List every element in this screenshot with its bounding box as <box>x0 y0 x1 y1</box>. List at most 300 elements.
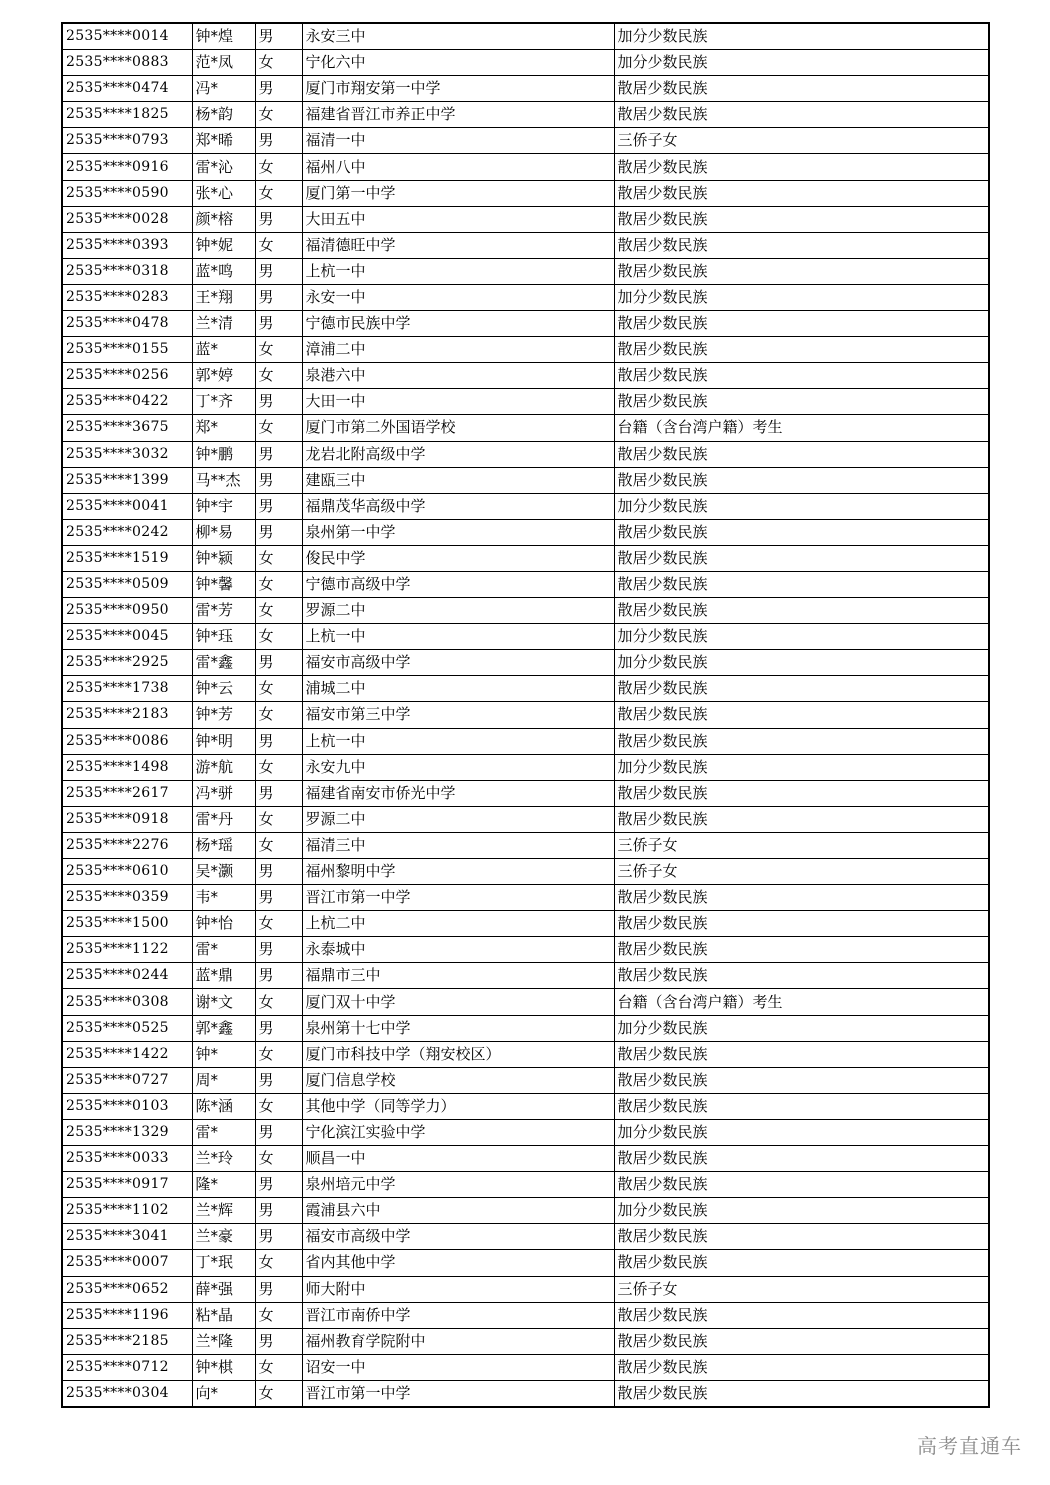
candidate-school-cell: 福清三中 <box>302 832 614 858</box>
table-row <box>62 1119 989 1145</box>
candidate-gender-cell: 男 <box>255 780 302 806</box>
candidate-gender-cell: 女 <box>255 1041 302 1067</box>
candidate-name-cell: 雷*沁 <box>192 154 255 180</box>
table-row <box>62 676 989 702</box>
candidate-id-cell: 2535****0242 <box>62 519 192 545</box>
candidate-name-cell: 钟*鹏 <box>192 441 255 467</box>
candidate-name-cell: 郑* <box>192 415 255 441</box>
candidate-school-cell: 上杭一中 <box>302 258 614 284</box>
candidate-gender-cell: 女 <box>255 154 302 180</box>
candidate-category-cell: 散居少数民族 <box>614 1224 989 1250</box>
candidate-name-cell: 谢*文 <box>192 989 255 1015</box>
candidate-name-cell: 蓝*鼎 <box>192 963 255 989</box>
candidate-gender-cell: 男 <box>255 963 302 989</box>
candidate-id-cell: 2535****0283 <box>62 284 192 310</box>
candidate-school-cell: 罗源二中 <box>302 806 614 832</box>
candidate-gender-cell: 女 <box>255 806 302 832</box>
table-row <box>62 1146 989 1172</box>
candidate-category-cell: 三侨子女 <box>614 859 989 885</box>
candidate-school-cell: 宁德市民族中学 <box>302 311 614 337</box>
candidate-gender-cell: 女 <box>255 1093 302 1119</box>
table-row <box>62 911 989 937</box>
candidate-id-cell: 2535****0256 <box>62 363 192 389</box>
table-row <box>62 1276 989 1302</box>
candidate-gender-cell: 女 <box>255 1380 302 1407</box>
candidate-id-cell: 2535****3041 <box>62 1224 192 1250</box>
candidate-school-cell: 大田一中 <box>302 389 614 415</box>
candidate-school-cell: 师大附中 <box>302 1276 614 1302</box>
candidate-name-cell: 王*翔 <box>192 284 255 310</box>
candidate-school-cell: 永安九中 <box>302 754 614 780</box>
candidate-id-cell: 2535****0525 <box>62 1015 192 1041</box>
table-row <box>62 311 989 337</box>
table-row <box>62 1328 989 1354</box>
candidate-school-cell: 上杭一中 <box>302 624 614 650</box>
candidate-category-cell: 散居少数民族 <box>614 937 989 963</box>
candidate-category-cell: 散居少数民族 <box>614 1067 989 1093</box>
candidate-school-cell: 厦门双十中学 <box>302 989 614 1015</box>
candidate-school-cell: 宁化滨江实验中学 <box>302 1119 614 1145</box>
candidate-name-cell: 游*航 <box>192 754 255 780</box>
table-row <box>62 780 989 806</box>
candidate-gender-cell: 男 <box>255 258 302 284</box>
table-row <box>62 467 989 493</box>
candidate-name-cell: 钟*棋 <box>192 1354 255 1380</box>
candidate-id-cell: 2535****0014 <box>62 23 192 50</box>
candidate-gender-cell: 女 <box>255 989 302 1015</box>
candidate-gender-cell: 女 <box>255 624 302 650</box>
candidate-id-cell: 2535****0712 <box>62 1354 192 1380</box>
table-row <box>62 754 989 780</box>
candidate-category-cell: 散居少数民族 <box>614 598 989 624</box>
candidate-id-cell: 2535****0652 <box>62 1276 192 1302</box>
candidate-id-cell: 2535****1500 <box>62 911 192 937</box>
candidate-category-cell: 散居少数民族 <box>614 1380 989 1407</box>
candidate-school-cell: 浦城二中 <box>302 676 614 702</box>
candidate-school-cell: 福建省南安市侨光中学 <box>302 780 614 806</box>
candidate-category-cell: 散居少数民族 <box>614 337 989 363</box>
candidate-category-cell: 三侨子女 <box>614 832 989 858</box>
candidate-school-cell: 晋江市第一中学 <box>302 885 614 911</box>
candidate-name-cell: 杨*瑶 <box>192 832 255 858</box>
table-row <box>62 1250 989 1276</box>
table-row <box>62 624 989 650</box>
candidate-school-cell: 漳浦二中 <box>302 337 614 363</box>
candidate-name-cell: 郭*鑫 <box>192 1015 255 1041</box>
candidate-school-cell: 顺昌一中 <box>302 1146 614 1172</box>
candidate-id-cell: 2535****0509 <box>62 571 192 597</box>
candidate-category-cell: 散居少数民族 <box>614 519 989 545</box>
candidate-id-cell: 2535****1329 <box>62 1119 192 1145</box>
candidate-gender-cell: 女 <box>255 415 302 441</box>
candidate-category-cell: 散居少数民族 <box>614 545 989 571</box>
candidate-id-cell: 2535****2617 <box>62 780 192 806</box>
candidate-gender-cell: 男 <box>255 23 302 50</box>
candidate-gender-cell: 男 <box>255 389 302 415</box>
candidate-school-cell: 永泰城中 <box>302 937 614 963</box>
candidate-id-cell: 2535****0474 <box>62 76 192 102</box>
candidate-school-cell: 福安市第三中学 <box>302 702 614 728</box>
candidate-gender-cell: 男 <box>255 311 302 337</box>
candidate-gender-cell: 男 <box>255 1276 302 1302</box>
table-row <box>62 1380 989 1407</box>
candidate-name-cell: 隆* <box>192 1172 255 1198</box>
candidate-name-cell: 丁*齐 <box>192 389 255 415</box>
table-row <box>62 23 989 50</box>
candidate-name-cell: 范*凤 <box>192 50 255 76</box>
table-row <box>62 1302 989 1328</box>
candidate-name-cell: 雷*丹 <box>192 806 255 832</box>
candidate-gender-cell: 男 <box>255 1119 302 1145</box>
candidate-name-cell: 钟*怡 <box>192 911 255 937</box>
candidate-school-cell: 福清德旺中学 <box>302 232 614 258</box>
candidate-category-cell: 加分少数民族 <box>614 754 989 780</box>
candidate-name-cell: 钟*云 <box>192 676 255 702</box>
candidate-gender-cell: 女 <box>255 180 302 206</box>
candidate-school-cell: 福安市高级中学 <box>302 650 614 676</box>
candidate-gender-cell: 女 <box>255 754 302 780</box>
candidate-gender-cell: 女 <box>255 1250 302 1276</box>
candidate-gender-cell: 男 <box>255 1015 302 1041</box>
candidate-name-cell: 杨*韵 <box>192 102 255 128</box>
candidate-name-cell: 钟*煌 <box>192 23 255 50</box>
candidate-id-cell: 2535****0478 <box>62 311 192 337</box>
candidate-school-cell: 厦门第一中学 <box>302 180 614 206</box>
candidate-gender-cell: 女 <box>255 832 302 858</box>
candidate-gender-cell: 男 <box>255 650 302 676</box>
candidate-gender-cell: 女 <box>255 702 302 728</box>
candidate-id-cell: 2535****0308 <box>62 989 192 1015</box>
candidate-name-cell: 陈*涵 <box>192 1093 255 1119</box>
candidate-gender-cell: 男 <box>255 937 302 963</box>
candidate-name-cell: 兰*隆 <box>192 1328 255 1354</box>
table-row <box>62 1224 989 1250</box>
candidate-gender-cell: 男 <box>255 128 302 154</box>
candidate-school-cell: 晋江市南侨中学 <box>302 1302 614 1328</box>
candidate-name-cell: 冯* <box>192 76 255 102</box>
candidate-category-cell: 散居少数民族 <box>614 963 989 989</box>
candidate-gender-cell: 男 <box>255 519 302 545</box>
candidate-id-cell: 2535****0393 <box>62 232 192 258</box>
candidate-name-cell: 韦* <box>192 885 255 911</box>
candidate-gender-cell: 女 <box>255 676 302 702</box>
candidate-category-cell: 三侨子女 <box>614 128 989 154</box>
table-row <box>62 180 989 206</box>
candidate-name-cell: 丁*珉 <box>192 1250 255 1276</box>
candidate-category-cell: 散居少数民族 <box>614 311 989 337</box>
watermark: 高考直通车 <box>917 1434 1022 1458</box>
candidate-category-cell: 散居少数民族 <box>614 1302 989 1328</box>
candidate-category-cell: 散居少数民族 <box>614 780 989 806</box>
table-row <box>62 1067 989 1093</box>
candidate-gender-cell: 女 <box>255 1146 302 1172</box>
candidate-gender-cell: 男 <box>255 1224 302 1250</box>
candidate-category-cell: 加分少数民族 <box>614 1198 989 1224</box>
candidate-name-cell: 张*心 <box>192 180 255 206</box>
candidate-name-cell: 兰*豪 <box>192 1224 255 1250</box>
candidate-category-cell: 散居少数民族 <box>614 1172 989 1198</box>
candidate-category-cell: 加分少数民族 <box>614 284 989 310</box>
candidate-gender-cell: 男 <box>255 206 302 232</box>
table-row <box>62 859 989 885</box>
candidate-name-cell: 蓝*鸣 <box>192 258 255 284</box>
candidate-school-cell: 永安三中 <box>302 23 614 50</box>
candidate-name-cell: 钟*芳 <box>192 702 255 728</box>
candidate-id-cell: 2535****0045 <box>62 624 192 650</box>
candidate-id-cell: 2535****1825 <box>62 102 192 128</box>
candidate-id-cell: 2535****0155 <box>62 337 192 363</box>
candidate-school-cell: 大田五中 <box>302 206 614 232</box>
table-row <box>62 363 989 389</box>
candidate-gender-cell: 女 <box>255 363 302 389</box>
candidate-id-cell: 2535****3032 <box>62 441 192 467</box>
candidate-name-cell: 兰*玲 <box>192 1146 255 1172</box>
candidate-gender-cell: 女 <box>255 102 302 128</box>
candidate-gender-cell: 男 <box>255 284 302 310</box>
table-row <box>62 545 989 571</box>
candidate-category-cell: 加分少数民族 <box>614 1119 989 1145</box>
table-row <box>62 937 989 963</box>
candidate-gender-cell: 女 <box>255 598 302 624</box>
candidate-school-cell: 福安市高级中学 <box>302 1224 614 1250</box>
candidate-gender-cell: 男 <box>255 76 302 102</box>
candidate-gender-cell: 女 <box>255 337 302 363</box>
candidate-school-cell: 厦门市第二外国语学校 <box>302 415 614 441</box>
table-row <box>62 154 989 180</box>
candidate-name-cell: 钟*宇 <box>192 493 255 519</box>
candidate-school-cell: 宁化六中 <box>302 50 614 76</box>
candidate-name-cell: 蓝* <box>192 337 255 363</box>
candidate-category-cell: 散居少数民族 <box>614 1250 989 1276</box>
candidate-school-cell: 厦门信息学校 <box>302 1067 614 1093</box>
candidate-id-cell: 2535****0359 <box>62 885 192 911</box>
candidate-id-cell: 2535****0033 <box>62 1146 192 1172</box>
candidate-category-cell: 散居少数民族 <box>614 911 989 937</box>
candidate-id-cell: 2535****0950 <box>62 598 192 624</box>
candidate-name-cell: 吴*灏 <box>192 859 255 885</box>
candidate-gender-cell: 男 <box>255 1172 302 1198</box>
candidate-gender-cell: 男 <box>255 1328 302 1354</box>
candidate-school-cell: 永安一中 <box>302 284 614 310</box>
candidate-name-cell: 周* <box>192 1067 255 1093</box>
candidate-category-cell: 加分少数民族 <box>614 23 989 50</box>
candidate-category-cell: 散居少数民族 <box>614 363 989 389</box>
candidate-id-cell: 2535****0918 <box>62 806 192 832</box>
candidate-school-cell: 晋江市第一中学 <box>302 1380 614 1407</box>
candidate-category-cell: 散居少数民族 <box>614 389 989 415</box>
candidate-name-cell: 向* <box>192 1380 255 1407</box>
table-row <box>62 441 989 467</box>
table-row <box>62 102 989 128</box>
candidate-gender-cell: 男 <box>255 467 302 493</box>
candidate-name-cell: 雷* <box>192 1119 255 1145</box>
candidate-id-cell: 2535****1498 <box>62 754 192 780</box>
candidate-id-cell: 2535****2276 <box>62 832 192 858</box>
candidate-gender-cell: 男 <box>255 859 302 885</box>
table-row <box>62 1093 989 1119</box>
candidate-id-cell: 2535****0007 <box>62 1250 192 1276</box>
candidate-name-cell: 粘*晶 <box>192 1302 255 1328</box>
candidate-gender-cell: 女 <box>255 1354 302 1380</box>
candidate-school-cell: 霞浦县六中 <box>302 1198 614 1224</box>
candidate-id-cell: 2535****0028 <box>62 206 192 232</box>
candidate-category-cell: 散居少数民族 <box>614 1354 989 1380</box>
table-row <box>62 728 989 754</box>
table-row <box>62 415 989 441</box>
candidate-school-cell: 罗源二中 <box>302 598 614 624</box>
candidate-category-cell: 散居少数民族 <box>614 206 989 232</box>
table-row <box>62 1172 989 1198</box>
table-row <box>62 50 989 76</box>
table-row <box>62 885 989 911</box>
candidate-id-cell: 2535****0727 <box>62 1067 192 1093</box>
table-row <box>62 389 989 415</box>
candidate-gender-cell: 男 <box>255 885 302 911</box>
candidate-school-cell: 省内其他中学 <box>302 1250 614 1276</box>
candidate-school-cell: 龙岩北附高级中学 <box>302 441 614 467</box>
candidate-id-cell: 2535****0041 <box>62 493 192 519</box>
candidate-category-cell: 散居少数民族 <box>614 467 989 493</box>
candidate-school-cell: 福鼎茂华高级中学 <box>302 493 614 519</box>
candidate-gender-cell: 女 <box>255 1302 302 1328</box>
table-row <box>62 206 989 232</box>
table-row <box>62 989 989 1015</box>
table-row <box>62 76 989 102</box>
candidate-gender-cell: 女 <box>255 545 302 571</box>
candidate-id-cell: 2535****0610 <box>62 859 192 885</box>
candidate-id-cell: 2535****1122 <box>62 937 192 963</box>
candidate-school-cell: 福州教育学院附中 <box>302 1328 614 1354</box>
candidate-gender-cell: 男 <box>255 728 302 754</box>
candidate-id-cell: 2535****0883 <box>62 50 192 76</box>
candidate-id-cell: 2535****0086 <box>62 728 192 754</box>
candidate-school-cell: 泉州培元中学 <box>302 1172 614 1198</box>
candidate-id-cell: 2535****2925 <box>62 650 192 676</box>
candidate-category-cell: 散居少数民族 <box>614 441 989 467</box>
table-row <box>62 1041 989 1067</box>
candidate-category-cell: 加分少数民族 <box>614 624 989 650</box>
candidate-category-cell: 散居少数民族 <box>614 885 989 911</box>
candidate-name-cell: 钟*妮 <box>192 232 255 258</box>
candidate-gender-cell: 男 <box>255 441 302 467</box>
candidate-gender-cell: 男 <box>255 1198 302 1224</box>
candidate-gender-cell: 女 <box>255 571 302 597</box>
candidate-category-cell: 散居少数民族 <box>614 1093 989 1119</box>
candidate-category-cell: 散居少数民族 <box>614 232 989 258</box>
candidate-school-cell: 上杭二中 <box>302 911 614 937</box>
candidate-school-cell: 泉港六中 <box>302 363 614 389</box>
candidate-name-cell: 薛*强 <box>192 1276 255 1302</box>
candidate-name-cell: 钟*颍 <box>192 545 255 571</box>
table-row <box>62 963 989 989</box>
candidate-school-cell: 福州黎明中学 <box>302 859 614 885</box>
candidate-name-cell: 雷* <box>192 937 255 963</box>
table-row <box>62 650 989 676</box>
candidate-category-cell: 散居少数民族 <box>614 154 989 180</box>
candidate-id-cell: 2535****0422 <box>62 389 192 415</box>
candidate-gender-cell: 女 <box>255 50 302 76</box>
candidate-category-cell: 散居少数民族 <box>614 1146 989 1172</box>
candidate-school-cell: 宁德市高级中学 <box>302 571 614 597</box>
table-row <box>62 571 989 597</box>
table-row <box>62 806 989 832</box>
table-row <box>62 519 989 545</box>
candidate-category-cell: 散居少数民族 <box>614 676 989 702</box>
candidate-id-cell: 2535****1196 <box>62 1302 192 1328</box>
candidate-gender-cell: 女 <box>255 911 302 937</box>
candidate-id-cell: 2535****0590 <box>62 180 192 206</box>
candidate-category-cell: 台籍（含台湾户籍）考生 <box>614 415 989 441</box>
candidate-school-cell: 厦门市科技中学（翔安校区） <box>302 1041 614 1067</box>
candidate-school-cell: 诏安一中 <box>302 1354 614 1380</box>
candidate-name-cell: 雷*芳 <box>192 598 255 624</box>
candidate-school-cell: 上杭一中 <box>302 728 614 754</box>
candidate-school-cell: 其他中学（同等学力） <box>302 1093 614 1119</box>
candidate-id-cell: 2535****0916 <box>62 154 192 180</box>
candidate-school-cell: 福建省晋江市养正中学 <box>302 102 614 128</box>
candidate-name-cell: 兰*辉 <box>192 1198 255 1224</box>
table-row <box>62 337 989 363</box>
candidate-id-cell: 2535****0103 <box>62 1093 192 1119</box>
candidate-category-cell: 台籍（含台湾户籍）考生 <box>614 989 989 1015</box>
candidate-category-cell: 散居少数民族 <box>614 702 989 728</box>
candidate-category-cell: 三侨子女 <box>614 1276 989 1302</box>
candidate-id-cell: 2535****1422 <box>62 1041 192 1067</box>
candidate-school-cell: 泉州第十七中学 <box>302 1015 614 1041</box>
candidate-category-cell: 加分少数民族 <box>614 493 989 519</box>
candidate-category-cell: 散居少数民族 <box>614 571 989 597</box>
candidate-school-cell: 福鼎市三中 <box>302 963 614 989</box>
candidate-id-cell: 2535****1399 <box>62 467 192 493</box>
candidate-name-cell: 郭*婷 <box>192 363 255 389</box>
candidate-category-cell: 加分少数民族 <box>614 50 989 76</box>
candidate-name-cell: 钟* <box>192 1041 255 1067</box>
candidate-gender-cell: 男 <box>255 493 302 519</box>
candidate-category-cell: 散居少数民族 <box>614 728 989 754</box>
candidate-category-cell: 散居少数民族 <box>614 258 989 284</box>
candidate-id-cell: 2535****2183 <box>62 702 192 728</box>
candidate-id-cell: 2535****0318 <box>62 258 192 284</box>
table-row <box>62 1354 989 1380</box>
table-row <box>62 832 989 858</box>
table-row <box>62 702 989 728</box>
table-row <box>62 284 989 310</box>
table-row <box>62 128 989 154</box>
candidate-school-cell: 福清一中 <box>302 128 614 154</box>
candidate-id-cell: 2535****0304 <box>62 1380 192 1407</box>
candidate-name-cell: 钟*馨 <box>192 571 255 597</box>
table-row <box>62 258 989 284</box>
candidate-category-cell: 散居少数民族 <box>614 806 989 832</box>
candidate-table-body <box>62 23 989 1407</box>
candidate-id-cell: 2535****0244 <box>62 963 192 989</box>
candidate-school-cell: 泉州第一中学 <box>302 519 614 545</box>
candidate-category-cell: 散居少数民族 <box>614 102 989 128</box>
candidate-name-cell: 钟*明 <box>192 728 255 754</box>
candidate-id-cell: 2535****0917 <box>62 1172 192 1198</box>
candidate-id-cell: 2535****1102 <box>62 1198 192 1224</box>
candidate-name-cell: 颜*榕 <box>192 206 255 232</box>
candidate-category-cell: 散居少数民族 <box>614 1328 989 1354</box>
table-row <box>62 598 989 624</box>
candidate-school-cell: 福州八中 <box>302 154 614 180</box>
candidate-id-cell: 2535****1519 <box>62 545 192 571</box>
candidate-school-cell: 俊民中学 <box>302 545 614 571</box>
candidate-school-cell: 建瓯三中 <box>302 467 614 493</box>
candidate-gender-cell: 男 <box>255 1067 302 1093</box>
candidate-gender-cell: 女 <box>255 232 302 258</box>
candidate-name-cell: 兰*清 <box>192 311 255 337</box>
